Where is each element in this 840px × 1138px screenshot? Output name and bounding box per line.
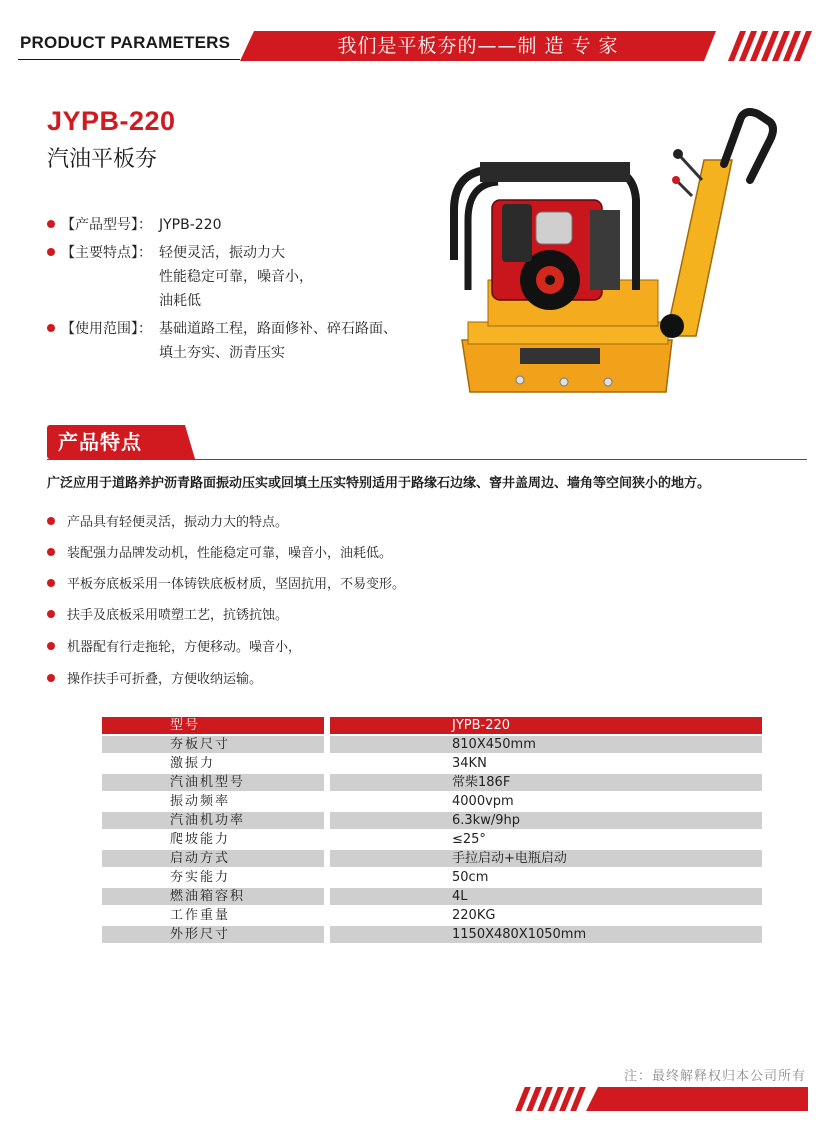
table-row: 汽油机型号 常柴186F bbox=[102, 773, 762, 792]
footer-banner bbox=[586, 1087, 808, 1111]
table-row: 振动频率 4000vpm bbox=[170, 794, 514, 809]
info-features: 【主要特点】： 轻便灵活，振动力大 性能稳定可靠，噪音小， 油耗低 bbox=[47, 241, 152, 313]
spec-name-header: 型号 bbox=[102, 717, 324, 734]
footer-note: 注：最终解释权归本公司所有 bbox=[623, 1069, 806, 1084]
header-label: PRODUCT PARAMETERS bbox=[20, 33, 231, 52]
table-row: 工作重量 220KG bbox=[170, 908, 496, 923]
footer-stripes bbox=[514, 1087, 586, 1111]
spec-table bbox=[102, 716, 762, 944]
bullet-icon bbox=[47, 517, 55, 525]
bullet-icon bbox=[47, 642, 55, 650]
feature-item: 产品具有轻便灵活，振动力大的特点。 bbox=[47, 511, 288, 530]
product-model-title: JYPB-220 bbox=[47, 106, 176, 136]
bullet-icon bbox=[47, 324, 55, 332]
bullet-icon bbox=[47, 248, 55, 256]
bullet-icon bbox=[47, 610, 55, 618]
spec-value-header: JYPB-220 bbox=[330, 717, 762, 734]
spec-header-row bbox=[102, 716, 762, 735]
info-model: 【产品型号】： JYPB-220 bbox=[47, 213, 152, 237]
features-intro: 广泛应用于道路养护沥青路面振动压实或回填土压实特别适用于路缘石边缘、窨井盖周边、墙角等空间狭小的地方。 bbox=[47, 476, 711, 491]
table-row: 爬坡能力 ≤25° bbox=[170, 832, 486, 847]
feature-item: 操作扶手可折叠，方便收纳运输。 bbox=[47, 668, 262, 687]
feature-item: 机器配有行走拖轮，方便移动。噪音小， bbox=[47, 636, 301, 655]
table-row: 燃油箱容积 4L bbox=[102, 887, 762, 906]
section-divider bbox=[47, 459, 807, 460]
header-slogan: 我们是平板夯的——制 造 专 家 bbox=[337, 35, 619, 57]
table-row: 夯实能力 50cm bbox=[170, 870, 489, 885]
table-row: 激振力 34KN bbox=[170, 756, 487, 771]
product-name: 汽油平板夯 bbox=[47, 147, 158, 172]
header-stripes bbox=[730, 31, 810, 61]
table-row: 夯板尺寸 810X450mm bbox=[102, 735, 762, 754]
feature-item: 平板夯底板采用一体铸铁底板材质，坚固抗用，不易变形。 bbox=[47, 573, 405, 592]
bullet-icon bbox=[47, 579, 55, 587]
table-row: 启动方式 手拉启动+电瓶启动 bbox=[102, 849, 762, 868]
info-usage: 【使用范围】： 基础道路工程，路面修补、碎石路面、 填土夯实、沥青压实 bbox=[47, 317, 152, 365]
feature-item: 扶手及底板采用喷塑工艺，抗锈抗蚀。 bbox=[47, 604, 288, 623]
bullet-icon bbox=[47, 674, 55, 682]
bullet-icon bbox=[47, 548, 55, 556]
table-row: 外形尺寸 1150X480X1050mm bbox=[102, 925, 762, 944]
features-title: 产品特点 bbox=[58, 430, 142, 454]
table-row: 汽油机功率 6.3kw/9hp bbox=[102, 811, 762, 830]
header-underline bbox=[18, 59, 240, 60]
feature-item: 装配强力品牌发动机，性能稳定可靠，噪音小，油耗低。 bbox=[47, 542, 392, 561]
bullet-icon bbox=[47, 220, 55, 228]
plate-compactor-image bbox=[440, 100, 780, 400]
